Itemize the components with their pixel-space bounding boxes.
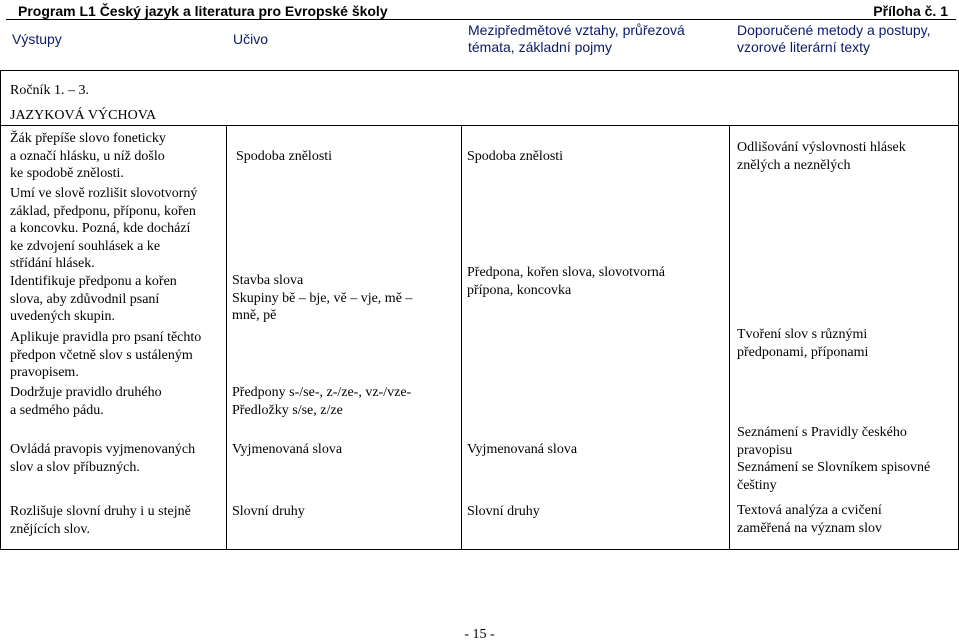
vystupy-r7: Rozlišuje slovní druhy i u stejně znějících slov. (10, 504, 191, 537)
ucivo-r1: Spodoba znělosti (236, 149, 333, 164)
metody-r1: Odlišování výslovnosti hlásek znělých a neznělých (737, 140, 906, 173)
col-header-vztahy: Mezipředmětové vztahy, průřezová témata, základní pojmy (468, 22, 685, 55)
col-border-left (0, 70, 1, 550)
vztahy-r7: Slovní druhy (467, 504, 540, 519)
annex-label: Příloha č. 1 (873, 3, 948, 19)
page-number: - 15 - (464, 627, 495, 642)
program-title: Program L1 Český jazyk a literatura pro Evropské školy (18, 3, 388, 19)
vztahy-r6: Vyjmenovaná slova (467, 442, 578, 457)
table-heading-separator (0, 125, 959, 126)
grade-range: Ročník 1. – 3. (10, 83, 89, 98)
col-header-ucivo: Učivo (233, 31, 269, 47)
header-title-bar (6, 0, 956, 21)
ucivo-r2: Stavba slova Skupiny bě – bje, vě – vje, mě – mně, pě (232, 273, 413, 323)
ucivo-r6: Vyjmenovaná slova (232, 442, 343, 457)
vystupy-r6: Ovládá pravopis vyjmenovaných slov a slov příbuzných. (10, 442, 196, 475)
document-header (0, 0, 959, 59)
vystupy-r1: Žák přepíše slovo foneticky a označí hlásku, u níž došlo ke spodobě znělosti. (10, 131, 166, 181)
vystupy-r2: Umí ve slově rozlišit slovotvorný základ, předponu, příponu, kořen a koncovku. Pozná, kde dochází ke zdvojení souhlásek a ke střídání hlásek. (10, 186, 198, 271)
col-border-1 (226, 125, 227, 549)
table-bottom-border (0, 549, 959, 550)
ucivo-r7: Slovní druhy (232, 504, 305, 519)
col-header-metody: Doporučené metody a postupy, vzorové literární texty (737, 22, 931, 55)
vystupy-r5: Dodržuje pravidlo druhého a sedmého pádu. (10, 385, 162, 418)
section-heading: JAZYKOVÁ VÝCHOVA (10, 108, 157, 123)
col-header-vystupy: Výstupy (12, 31, 62, 47)
col-border-2 (461, 125, 462, 549)
col-border-3 (729, 125, 730, 549)
ucivo-r5: Předpony s-/se-, z-/ze-, vz-/vze- Předložky s/se, z/ze (232, 385, 412, 418)
vystupy-r4: Aplikuje pravidla pro psaní těchto předpon včetně slov s ustáleným pravopisem. (10, 330, 202, 380)
vztahy-r2: Předpona, kořen slova, slovotvorná přípona, koncovka (467, 265, 665, 298)
vztahy-r1: Spodoba znělosti (467, 149, 564, 164)
metody-r7: Textová analýza a cvičení zaměřená na význam slov (737, 503, 882, 536)
metody-r6: Seznámení s Pravidly českého pravopisu Seznámení se Slovníkem spisovné češtiny (737, 425, 931, 493)
vystupy-r3: Identifikuje předponu a kořen slova, aby zdůvodnil psaní uvedených skupin. (10, 274, 177, 324)
metody-r2: Tvoření slov s různými předponami, příponami (737, 327, 869, 360)
table-top-border (0, 70, 959, 71)
